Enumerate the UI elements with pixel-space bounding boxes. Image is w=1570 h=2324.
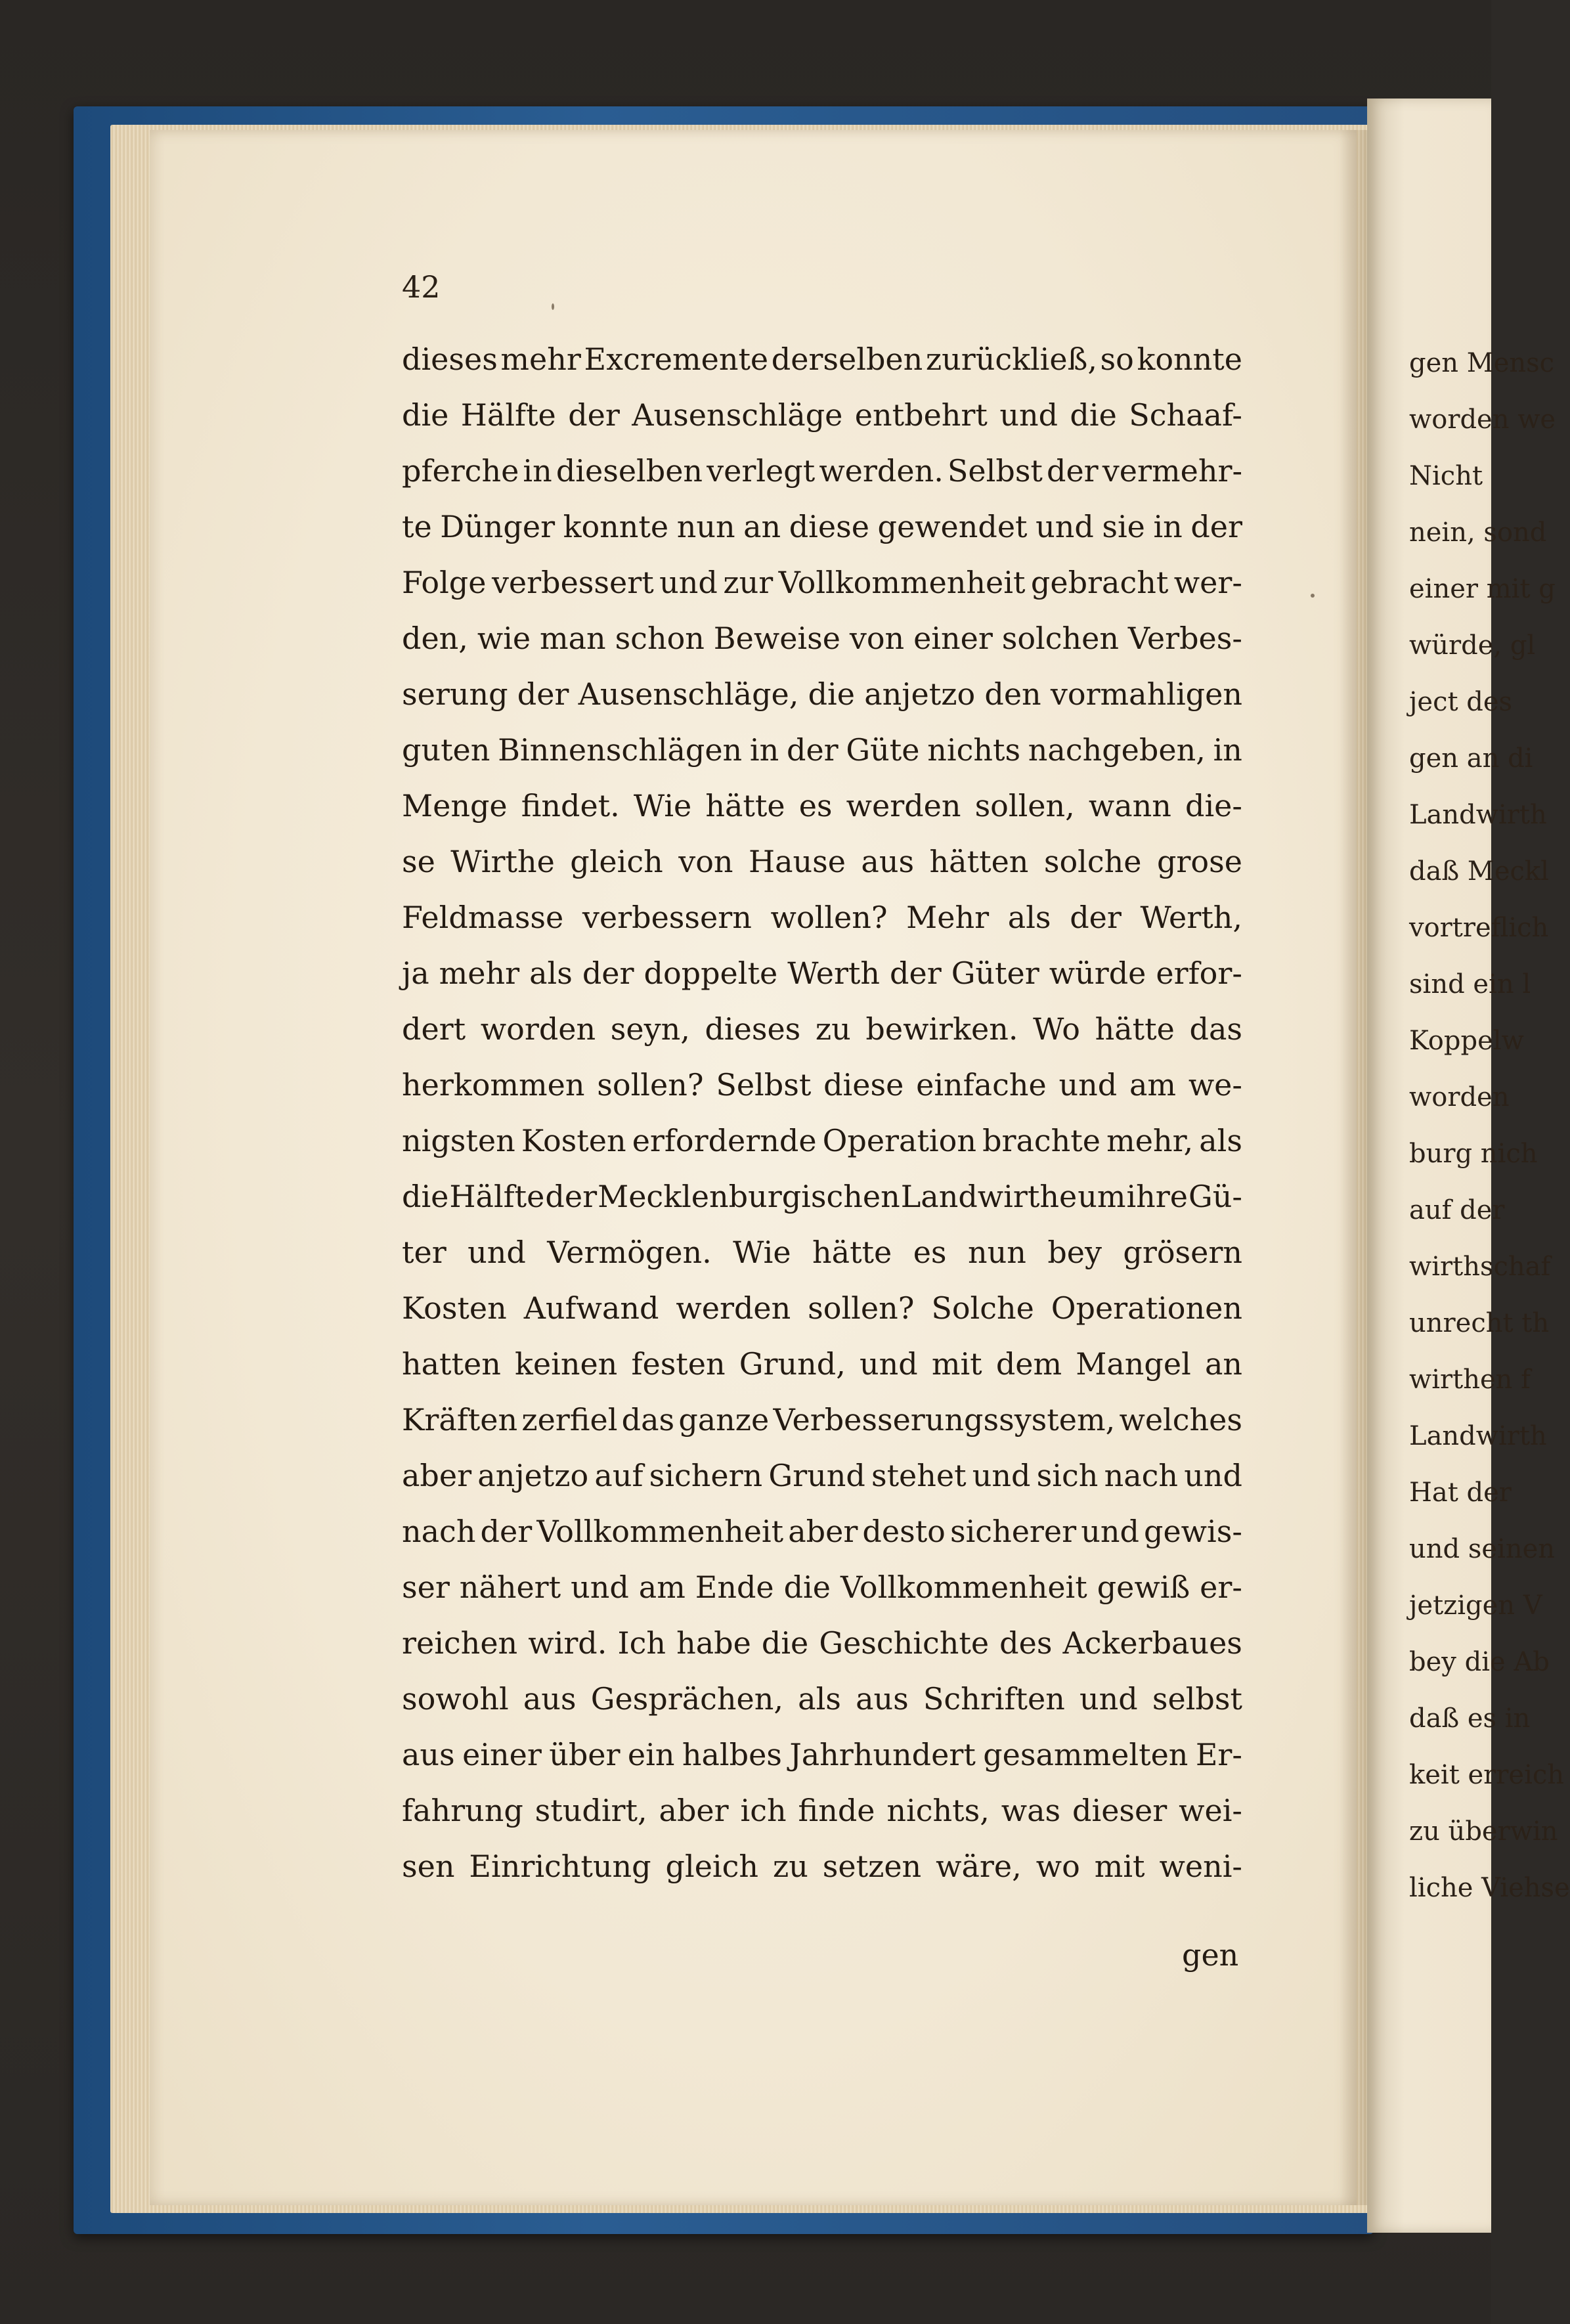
word: von [849,621,905,656]
word: werden [846,788,961,823]
facing-page-line: unrecht th [1409,1308,1550,1338]
word: konnte [563,509,669,544]
word: Gesprächen, [590,1681,783,1717]
facing-page-line: Landwirth [1409,1421,1547,1451]
word: und [659,565,718,600]
word: mit [931,1346,982,1382]
word: Vollkommenheit [840,1569,1087,1605]
word: ich [740,1793,787,1828]
text-line [402,1067,1242,1123]
word: mehr [500,341,581,377]
text-line [402,900,1242,955]
word: Ich [617,1625,666,1661]
facing-page-line: Koppelw [1409,1026,1524,1056]
word: gewis- [1144,1514,1242,1549]
word: der [787,732,839,768]
word: Schriften [923,1681,1065,1717]
word: es [798,788,833,823]
word: hätte [705,788,785,823]
word: die [402,397,449,433]
facing-page-line: worden we [1409,405,1556,435]
word: wie [477,621,531,656]
word: aus [402,1737,455,1772]
word: se [402,844,435,879]
word: Feldmasse [402,900,564,935]
word: er- [1200,1569,1242,1605]
facing-page-line: nein, sond [1409,517,1547,548]
word: Ausenschläge, [578,676,799,712]
text-line [402,1793,1242,1849]
facing-page [1367,99,1570,2233]
word: studirt, [534,1793,647,1828]
word: und [1036,509,1094,544]
word: gesammelten [983,1737,1188,1772]
word: einfache [916,1067,1047,1103]
word: am [1129,1067,1177,1103]
word: sicherer [949,1514,1077,1549]
word: an [1204,1346,1242,1382]
word: zerfiel [521,1402,618,1437]
word: über [549,1737,621,1772]
text-line [402,453,1242,509]
word: nichts [927,732,1021,768]
word: Ackerbaues [1062,1625,1242,1661]
facing-page-line: auf der [1409,1195,1505,1225]
facing-page-line: würde, gl [1409,630,1536,661]
word: Kosten [402,1290,507,1326]
word: serung [402,676,508,712]
text-line [402,509,1242,565]
word: Wo [1033,1011,1080,1047]
word: nachgeben, [1028,732,1206,768]
facing-page-line: Hat der [1409,1478,1512,1508]
facing-page-line: wirthschaf [1409,1252,1551,1282]
word: keinen [515,1346,618,1382]
facing-page-line: ject des [1409,687,1513,717]
word: nun [967,1235,1026,1270]
word: stehet [871,1458,967,1493]
facing-page-line: liche Viehse [1409,1873,1570,1903]
word: den [984,676,1041,712]
word: selbst [1152,1681,1242,1717]
word: sen [402,1849,455,1884]
facing-page-line: und seinen [1409,1534,1556,1564]
facing-page-line: jetzigen V [1409,1590,1542,1621]
word: Binnenschlägen [498,732,743,768]
word: nigsten [402,1123,515,1158]
facing-page-line: worden [1409,1082,1510,1112]
word: anjetzo [477,1458,589,1493]
word: seyn, [610,1011,690,1047]
word: die [1070,397,1117,433]
word: erfor- [1156,955,1242,991]
text-line [402,1011,1242,1067]
word: nähert [459,1569,561,1605]
word: als [798,1681,841,1717]
word: es [913,1235,947,1270]
word: Selbst [716,1067,812,1103]
word: man [540,621,606,656]
word: Kräften [402,1402,518,1437]
word: desto [862,1514,946,1549]
word: sowohl [402,1681,509,1717]
word: Menge [402,788,508,823]
text-line [402,1290,1242,1346]
page-number: 42 [402,269,441,305]
word: anjetzo [864,676,976,712]
word: der [1190,509,1242,544]
word: sie [1102,509,1145,544]
word: verbessern [582,900,752,935]
word: Güter [951,955,1039,991]
word: gleich [665,1849,759,1884]
word: te [402,509,432,544]
word: als [529,955,573,991]
word: entbehrt [854,397,988,433]
word: Wirthe [450,844,555,879]
word: die [402,1179,449,1214]
word: der [545,1179,598,1214]
facing-page-line: einer mit g [1409,574,1556,604]
word: erfordernde [632,1123,817,1158]
word: findet. [521,788,620,823]
word: bewirken. [865,1011,1018,1047]
word: so [1100,341,1134,377]
word: von [678,844,733,879]
word: in [1213,732,1242,768]
text-line [402,621,1242,676]
word: Einrichtung [469,1849,651,1884]
word: wer- [1173,565,1242,600]
text-line [402,732,1242,788]
word: guten [402,732,491,768]
word: Schaaf- [1129,397,1242,433]
facing-page-line: Landwirth [1409,800,1547,830]
word: Mehr [906,900,990,935]
word: aber [659,1793,729,1828]
word: ganze [678,1402,770,1437]
text-line [402,676,1242,732]
word: zur [723,565,774,600]
word: in [749,732,779,768]
word: sollen? [808,1290,915,1326]
text-line [402,844,1242,900]
word: ein [627,1737,675,1772]
word: an [743,509,781,544]
word: und [1079,1681,1138,1717]
word: die [783,1569,831,1605]
word: wei- [1179,1793,1242,1828]
word: Folge [402,565,487,600]
word: grösern [1123,1235,1242,1270]
word: werden. [819,453,944,489]
word: Operation [822,1123,976,1158]
facing-page-line: daß Meckl [1409,856,1549,887]
word: diese [789,509,869,544]
word: welches [1119,1402,1242,1437]
facing-page-line: vortreflich [1409,913,1549,943]
word: hatten [402,1346,501,1382]
word: der [582,955,634,991]
word: gewiß [1097,1569,1190,1605]
word: am [638,1569,686,1605]
word: derselben [771,341,923,377]
word: des [999,1625,1053,1661]
word: zurückließ, [925,341,1097,377]
facing-page-line: sind ein l [1409,969,1531,999]
word: zu [772,1849,808,1884]
text-line [402,1346,1242,1402]
word: grose [1156,844,1242,879]
word: die- [1185,788,1242,823]
word: Werth [787,955,881,991]
word: vormahligen [1050,676,1242,712]
word: weni- [1159,1849,1242,1884]
text-line [402,955,1242,1011]
catchword: gen [1182,1937,1239,1973]
word: und [1081,1514,1139,1549]
word: der [890,955,942,991]
body-text [402,341,1242,1904]
text-line [402,1569,1242,1625]
word: brachte [982,1123,1101,1158]
word: we- [1188,1067,1242,1103]
word: Vollkommenheit [536,1514,784,1549]
facing-page-line: daß es in [1409,1703,1531,1734]
word: nun [676,509,735,544]
word: der [1070,900,1122,935]
word: Hause [748,844,846,879]
word: und [1184,1458,1242,1493]
text-line [402,1737,1242,1793]
facing-page-line: bey die Ab [1409,1647,1550,1677]
word: einer [913,621,993,656]
word: halbes [682,1737,782,1772]
word: als [1199,1123,1242,1158]
text-line [402,565,1242,621]
word: verlegt [707,453,816,489]
facing-page-line: Nicht [1409,461,1483,491]
word: werden [676,1290,791,1326]
word: Mangel [1076,1346,1191,1382]
word: verbessert [491,565,654,600]
word: Verbes- [1127,621,1242,656]
word: nach [1104,1458,1179,1493]
facing-page-line: keit erreich [1409,1760,1565,1790]
word: einer [462,1737,542,1772]
word: Geschichte [819,1625,990,1661]
word: Werth, [1140,900,1242,935]
word: Beweise [713,621,840,656]
word: doppelte [643,955,778,991]
text-line [402,341,1242,397]
word: die [761,1625,809,1661]
word: die [808,676,855,712]
word: Güte [846,732,920,768]
word: und [999,397,1058,433]
word: um [1078,1179,1126,1214]
word: aber [402,1458,472,1493]
word: herkommen [402,1067,585,1103]
word: pferche [402,453,519,489]
word: und [972,1458,1031,1493]
word: Ausenschläge [632,397,843,433]
word: zu [815,1011,851,1047]
word: reichen [402,1625,518,1661]
word: und [860,1346,918,1382]
facing-page-line: gen Mensc [1409,348,1555,378]
facing-page-line: zu überwin [1409,1816,1558,1847]
word: vermehr- [1102,453,1242,489]
word: schon [615,621,705,656]
word: würde [1049,955,1146,991]
word: fahrung [402,1793,523,1828]
word: was [1001,1793,1061,1828]
word: dieses [402,341,498,377]
word: wann [1088,788,1171,823]
word: hätte [1095,1011,1175,1047]
word: sich [1036,1458,1099,1493]
word: Operationen [1051,1290,1242,1326]
paper-speck [552,303,554,310]
word: der [480,1514,533,1549]
word: aus [856,1681,909,1717]
word: worden [480,1011,596,1047]
word: Hälfte [460,397,556,433]
word: festen [631,1346,726,1382]
word: Mecklenburgischen [598,1179,900,1214]
word: habe [676,1625,751,1661]
word: aus [861,844,915,879]
word: den, [402,621,468,656]
word: Landwirthe [900,1179,1078,1214]
word: Dünger [440,509,556,544]
word: der [1047,453,1099,489]
word: solchen [1001,621,1119,656]
text-line [402,1625,1242,1681]
word: auf [594,1458,643,1493]
word: Solche [931,1290,1034,1326]
word: sichern [649,1458,763,1493]
word: finde [798,1793,875,1828]
word: Wie [733,1235,791,1270]
word: gleich [570,844,663,879]
facing-page-line: gen an di [1409,743,1533,774]
word: ja [402,955,429,991]
word: das [621,1402,675,1437]
word: bey [1047,1235,1102,1270]
word: Ende [695,1569,774,1605]
text-line [402,1514,1242,1569]
word: mehr, [1106,1123,1194,1158]
word: Vermögen. [547,1235,712,1270]
text-line [402,1681,1242,1737]
word: setzen [822,1849,922,1884]
text-line [402,397,1242,453]
word: wo [1036,1849,1080,1884]
word: nichts, [886,1793,990,1828]
word: gewendet [877,509,1028,544]
word: sollen? [597,1067,704,1103]
word: dert [402,1011,466,1047]
word: aus [523,1681,577,1717]
word: wird. [528,1625,607,1661]
word: als [1007,900,1051,935]
word: der [568,397,620,433]
word: nach [402,1514,476,1549]
word: Wie [633,788,692,823]
word: mit [1094,1849,1145,1884]
word: solche [1043,844,1142,879]
word: Er- [1195,1737,1242,1772]
word: Selbst [947,453,1043,489]
word: Aufwand [523,1290,659,1326]
word: hätte [812,1235,892,1270]
word: diese [823,1067,904,1103]
word: konnte [1137,341,1242,377]
text-line [402,1849,1242,1904]
word: Vollkommenheit [778,565,1026,600]
word: aber [788,1514,858,1549]
word: und [468,1235,526,1270]
facing-page-line: burg nich [1409,1139,1538,1169]
word: Grund [768,1458,865,1493]
word: gebracht [1030,565,1169,600]
word: dieses [705,1011,801,1047]
word: dieselben [556,453,703,489]
word: ihre [1126,1179,1188,1214]
text-line [402,1458,1242,1514]
word: Grund, [739,1346,846,1382]
word: das [1189,1011,1242,1047]
word: und [1058,1067,1118,1103]
paper-speck [1311,594,1315,598]
word: mehr [439,955,520,991]
word: in [1153,509,1183,544]
word: Jahrhundert [789,1737,976,1772]
text-line [402,1235,1242,1290]
word: wollen? [770,900,888,935]
facing-page-line: wirthen f [1409,1365,1531,1395]
word: hätten [929,844,1029,879]
text-line [402,788,1242,844]
word: dieser [1072,1793,1167,1828]
word: und [571,1569,629,1605]
word: Verbesserungssystem, [773,1402,1116,1437]
text-line [402,1179,1242,1235]
word: wäre, [936,1849,1022,1884]
word: in [523,453,552,489]
word: sollen, [974,788,1075,823]
word: Gü- [1188,1179,1242,1214]
word: ter [402,1235,447,1270]
word: ser [402,1569,450,1605]
text-line [402,1402,1242,1458]
text-line [402,1123,1242,1179]
word: dem [995,1346,1062,1382]
word: Excremente [584,341,769,377]
word: Hälfte [449,1179,545,1214]
word: Kosten [521,1123,626,1158]
word: der [517,676,569,712]
